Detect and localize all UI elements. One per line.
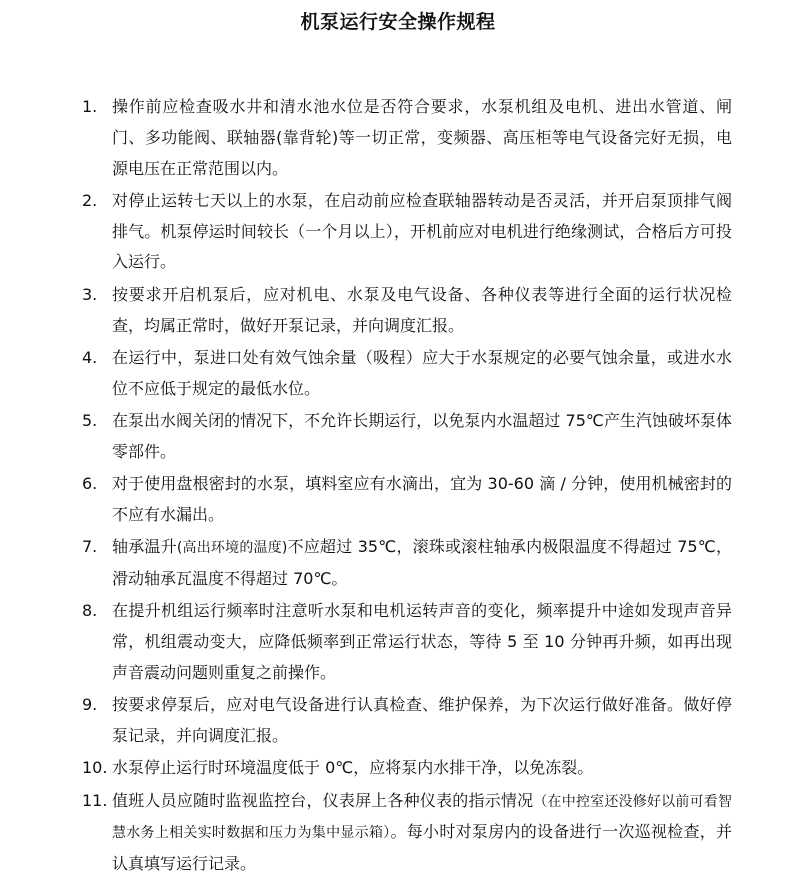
- item-text-note: （在中控室还没修好以前可看智慧水务上相关实时数据和压力为集中显示箱）: [112, 793, 732, 842]
- item-number: 5.: [82, 410, 98, 430]
- item-number: 6.: [82, 474, 98, 494]
- item-text-part: 。每小时对泵房内的设备进行一次巡视检查，并认真填写运行记录。: [112, 822, 732, 874]
- list-item: [82, 690, 732, 752]
- list-item: [82, 469, 732, 531]
- item-text: [112, 786, 732, 880]
- list-item: [82, 532, 732, 595]
- item-text-part: 不应超过 35℃，滚珠或滚柱轴承内极限温度不得超过 75℃，滑动轴承瓦温度不得超过 70℃。: [112, 537, 732, 588]
- item-text-note: (高出环境的温度): [176, 540, 288, 557]
- item-text: 在泵出水阀关闭的情况下，不允许长期运行，以免泵内水温超过 75℃产生汽蚀破坏泵体零部件。: [112, 410, 732, 461]
- item-number: 2.: [82, 190, 98, 210]
- item-number: 10.: [82, 758, 108, 778]
- item-text-part: 值班人员应随时监视监控台，仪表屏上各种仪表的指示情况: [112, 790, 534, 810]
- list-item: [82, 786, 732, 880]
- item-number: 1.: [82, 97, 98, 116]
- item-number: 7.: [82, 537, 98, 557]
- item-text: 水泵停止运行时环境温度低于 0℃，应将泵内水排干净，以免冻裂。: [112, 758, 594, 778]
- item-text: 在运行中，泵进口处有效气蚀余量（吸程）应大于水泵规定的必要气蚀余量，或进水水位不应低于规定的最低水位。: [112, 347, 732, 398]
- item-number: 4.: [82, 347, 98, 367]
- item-number: 11.: [82, 790, 108, 810]
- list-item: [82, 596, 732, 688]
- item-number: 9.: [82, 695, 98, 715]
- item-number: 8.: [82, 601, 98, 621]
- list-item: [82, 406, 732, 468]
- list-item: [82, 343, 732, 405]
- item-text: [112, 532, 732, 595]
- item-text: 对于使用盘根密封的水泵，填料室应有水滴出，宜为 30-60 滴 / 分钟，使用机械密封的不应有水漏出。: [112, 474, 732, 524]
- page-title: 机泵运行安全操作规程: [300, 11, 496, 33]
- list-item: [82, 92, 732, 184]
- item-text-part: 轴承温升: [112, 537, 177, 557]
- item-number: 3.: [82, 284, 98, 304]
- item-text: 在提升机组运行频率时注意听水泵和电机运转声音的变化，频率提升中途如发现声音异常，机组震动变大，应降低频率到正常运行状态，等待 5 至 10 分钟再升频，如再出现声音震动问题则重复之前操作。: [112, 601, 732, 682]
- list-item: [82, 186, 732, 278]
- rules-list: [82, 92, 732, 881]
- list-item: [82, 753, 732, 784]
- item-text: 对停止运转七天以上的水泵，在启动前应检查联轴器转动是否灵活，并开启泵顶排气阀排气。机泵停运时间较长（一个月以上），开机前应对电机进行绝缘测试，合格后方可投入运行。: [112, 190, 732, 272]
- item-text: 按要求停泵后，应对电气设备进行认真检查、维护保养，为下次运行做好准备。做好停泵记录，并向调度汇报。: [112, 695, 732, 745]
- item-text: 操作前应检查吸水井和清水池水位是否符合要求，水泵机组及电机、进出水管道、闸门、多功能阀、联轴器(靠背轮)等一切正常，变频器、高压柜等电气设备完好无损，电源电压在正常范围以内。: [112, 97, 732, 178]
- item-text: 按要求开启机泵后，应对机电、水泵及电气设备、各种仪表等进行全面的运行状况检查，均属正常时，做好开泵记录，并向调度汇报。: [112, 284, 732, 335]
- list-item: [82, 280, 732, 342]
